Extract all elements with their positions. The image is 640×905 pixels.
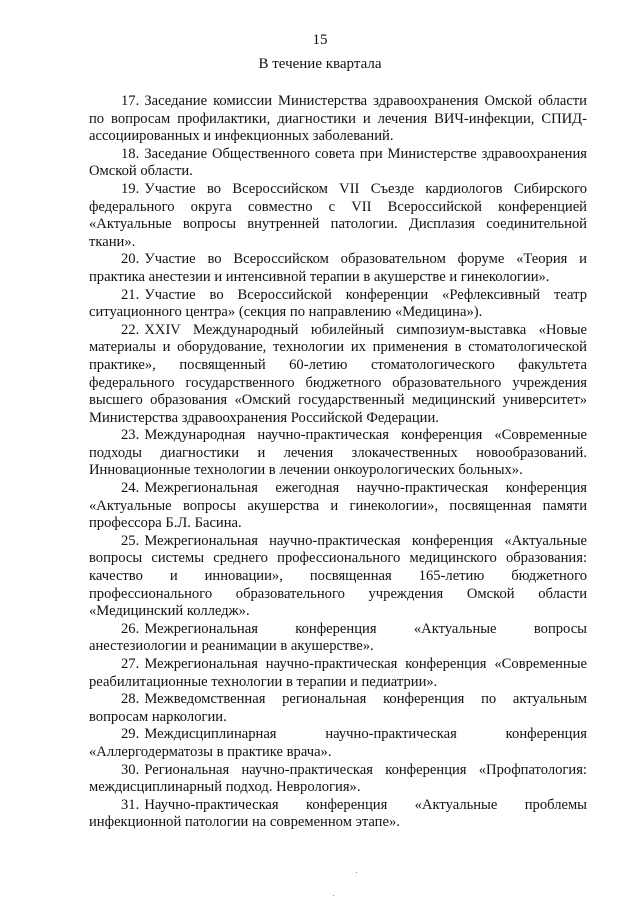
item-number: 26.: [121, 620, 140, 637]
item-text: Межрегиональная конференция «Актуальные вопросы анестезиологии и реанимации в акушерстве».: [89, 620, 587, 655]
item-number: 24.: [121, 480, 140, 497]
list-item: [89, 621, 587, 656]
list-item: [89, 480, 587, 533]
item-text: XXIV Международный юбилейный симпозиум-выставка «Новые материалы и оборудование, технологии их применения в стоматологической практике», посвященный 60-летию стоматологического факультета федерального государственного бюджетного образовательного учреждения высшего образования «Омский государственный медицинский университет» Министерства здравоохранения Российской Федерации.: [89, 321, 587, 426]
list-item: [89, 287, 587, 322]
list-item: [89, 181, 587, 251]
item-text: Участие во Всероссийском VII Съезде кардиологов Сибирского федерального округа совместно с VII Всероссийской конференцией «Актуальные вопросы внутренней патологии. Дисплазия соединительной ткани».: [89, 180, 587, 250]
list-item: [89, 146, 587, 181]
item-number: 28.: [121, 691, 140, 708]
list-item: [89, 726, 587, 761]
item-text: Международная научно-практическая конференция «Современные подходы диагностики и лечения злокачественных новообразований. Инновационные технологии в лечении онкоурологических больных».: [89, 427, 587, 479]
item-text: Межрегиональная ежегодная научно-практическая конференция «Актуальные вопросы акушерства и гинекологии», посвященная памяти профессора Б.Л. Басина.: [89, 480, 587, 532]
page-number: 15: [312, 32, 328, 48]
item-number: 29.: [121, 726, 140, 743]
section-heading: В течение квартала: [258, 56, 382, 72]
item-number: 20.: [121, 251, 140, 268]
item-number: 19.: [121, 180, 140, 197]
item-number: 22.: [121, 321, 140, 338]
item-number: 17.: [121, 93, 140, 109]
scan-speck: [333, 895, 334, 896]
scan-speck: [356, 872, 357, 873]
item-number: 31.: [121, 796, 140, 813]
event-list: [89, 93, 587, 832]
item-number: 30.: [121, 761, 140, 778]
list-item: [89, 691, 587, 726]
item-number: 27.: [121, 656, 140, 672]
list-item: [89, 533, 587, 621]
list-item: [89, 93, 587, 146]
item-text: Участие во Всероссийском образовательном форуме «Теория и практика анестезии и интенсивной терапии в акушерстве и гинекологии».: [89, 251, 587, 285]
item-text: Межрегиональная научно-практическая конференция «Современные реабилитационные технологии в терапии и педиатрии».: [89, 656, 587, 690]
item-text: Межрегиональная научно-практическая конференция «Актуальные вопросы системы среднего профессионального медицинского образования: качество и инновации», посвященная 165-летию бюджетного профессионального образовательного учреждения Омской области «Медицинский колледж».: [89, 532, 587, 620]
item-text: Региональная научно-практическая конференция «Профпатология: междисциплинарный подход. Неврология».: [89, 761, 587, 796]
item-text: Заседание Общественного совета при Министерстве здравоохранения Омской области.: [89, 145, 587, 180]
list-item: [89, 656, 587, 691]
item-text: Междисциплинарная научно-практическая конференция «Аллергодерматозы в практике врача».: [89, 726, 587, 760]
item-number: 23.: [121, 427, 140, 444]
list-item: [89, 797, 587, 832]
list-item: [89, 322, 587, 428]
item-text: Заседание комиссии Министерства здравоохранения Омской области по вопросам профилактики, диагностики и лечения ВИЧ-инфекции, СПИД-ассоциированных и инфекционных заболеваний.: [89, 93, 587, 145]
list-item: [89, 762, 587, 797]
item-number: 25.: [121, 532, 140, 549]
list-item: [89, 427, 587, 480]
list-item: [89, 251, 587, 286]
item-number: 21.: [121, 286, 140, 303]
item-text: Межведомственная региональная конференция по актуальным вопросам наркологии.: [89, 691, 587, 725]
item-text: Научно-практическая конференция «Актуальные проблемы инфекционной патологии на современном этапе».: [89, 796, 587, 831]
item-number: 18.: [121, 145, 140, 162]
item-text: Участие во Всероссийской конференции «Рефлексивный театр ситуационного центра» (секция по направлению «Медицина»).: [89, 286, 587, 321]
